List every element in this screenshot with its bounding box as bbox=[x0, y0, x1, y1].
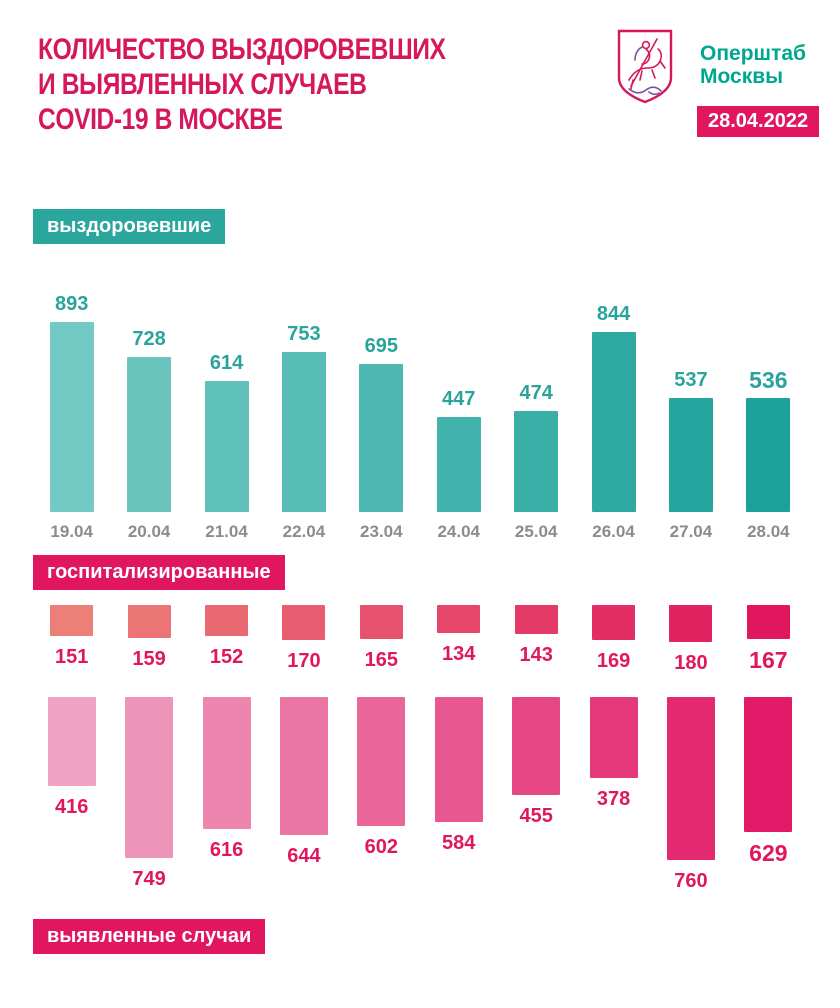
date-axis-column bbox=[343, 522, 420, 542]
detected-bar bbox=[435, 697, 483, 822]
value-label: 151 bbox=[55, 646, 89, 668]
date-tick-label: 24.04 bbox=[437, 522, 480, 541]
chart-column bbox=[343, 605, 420, 680]
detected-bar bbox=[203, 697, 251, 829]
value-label: 537 bbox=[674, 369, 708, 391]
value-label: 455 bbox=[519, 805, 553, 827]
chart-column bbox=[33, 697, 110, 897]
date-tick-label: 28.04 bbox=[747, 522, 790, 541]
value-label: 416 bbox=[55, 796, 89, 818]
hospitalized-bar bbox=[128, 605, 171, 638]
value-label: 134 bbox=[442, 643, 476, 665]
value-label: 447 bbox=[442, 388, 476, 410]
value-label: 753 bbox=[287, 323, 321, 345]
recovered-bar bbox=[592, 332, 636, 512]
detected-bar bbox=[125, 697, 173, 858]
chart-column bbox=[575, 697, 652, 897]
chart-column bbox=[420, 605, 497, 680]
value-label: 165 bbox=[364, 649, 399, 671]
recovered-bar bbox=[205, 381, 249, 512]
recovered-bar bbox=[746, 398, 790, 512]
recovered-bar-chart bbox=[33, 292, 807, 512]
value-label: 644 bbox=[287, 845, 321, 867]
recovered-bar bbox=[282, 352, 326, 512]
detected-bar bbox=[744, 697, 792, 832]
chart-column bbox=[110, 697, 187, 897]
date-tick-label: 26.04 bbox=[592, 522, 635, 541]
org-name bbox=[700, 42, 806, 88]
value-label: 602 bbox=[364, 836, 399, 858]
value-label: 728 bbox=[132, 328, 166, 350]
chart-column bbox=[497, 292, 574, 512]
recovered-bar bbox=[127, 357, 171, 512]
hospitalized-bar bbox=[50, 605, 93, 636]
value-label: 167 bbox=[749, 647, 788, 673]
org-name-line-1: Оперштаб bbox=[700, 42, 806, 65]
chart-column bbox=[575, 292, 652, 512]
chart-column bbox=[575, 605, 652, 680]
date-axis-column bbox=[188, 522, 265, 542]
date-tick-label: 20.04 bbox=[127, 522, 171, 541]
date-tick-label: 27.04 bbox=[669, 522, 713, 541]
title-line-2: И ВЫЯВЛЕННЫХ СЛУЧАЕВ bbox=[38, 68, 367, 101]
chart-column bbox=[188, 605, 265, 680]
chart-column bbox=[343, 292, 420, 512]
chart-column bbox=[110, 605, 187, 680]
detected-bar bbox=[280, 697, 328, 835]
chart-column bbox=[652, 605, 729, 680]
date-axis-column bbox=[497, 522, 574, 542]
chart-column bbox=[652, 292, 729, 512]
date-tick-label: 21.04 bbox=[205, 522, 248, 541]
chart-column bbox=[497, 697, 574, 897]
title-line-3: COVID-19 В МОСКВЕ bbox=[38, 103, 283, 136]
chart-column bbox=[188, 697, 265, 897]
value-label: 170 bbox=[287, 650, 321, 672]
value-label: 749 bbox=[132, 868, 166, 890]
hospitalized-bar bbox=[360, 605, 403, 639]
date-tick-label: 25.04 bbox=[514, 522, 558, 541]
chart-column bbox=[343, 697, 420, 897]
value-label: 143 bbox=[519, 644, 553, 666]
chart-column bbox=[730, 697, 807, 897]
date-axis bbox=[33, 522, 807, 542]
date-tick-label: 23.04 bbox=[360, 522, 403, 541]
value-label: 169 bbox=[596, 650, 631, 672]
date-axis-column bbox=[265, 522, 342, 542]
chart-column bbox=[110, 292, 187, 512]
value-label: 378 bbox=[596, 788, 631, 810]
detected-bar bbox=[357, 697, 405, 826]
value-label: 536 bbox=[749, 367, 788, 393]
value-label: 152 bbox=[209, 646, 244, 668]
chart-column bbox=[497, 605, 574, 680]
date-axis-column bbox=[420, 522, 497, 542]
chart-column bbox=[730, 292, 807, 512]
hospitalized-bar bbox=[592, 605, 635, 640]
chart-column bbox=[33, 292, 110, 512]
detected-bar bbox=[667, 697, 715, 860]
detected-bar bbox=[590, 697, 638, 778]
hospitalized-bar bbox=[437, 605, 480, 633]
value-label: 474 bbox=[519, 382, 553, 404]
chart-column bbox=[265, 605, 342, 680]
detected-bar-chart bbox=[33, 697, 807, 897]
chart-column bbox=[652, 697, 729, 897]
value-label: 180 bbox=[674, 652, 708, 674]
value-label: 629 bbox=[749, 840, 788, 866]
value-label: 893 bbox=[55, 293, 89, 315]
value-label: 616 bbox=[209, 839, 244, 861]
section-label-recovered: выздоровевшие bbox=[33, 209, 225, 244]
date-axis-column bbox=[730, 522, 807, 542]
section-label-detected: выявленные случаи bbox=[33, 919, 265, 954]
recovered-bar bbox=[669, 398, 713, 512]
hospitalized-bar bbox=[205, 605, 248, 636]
org-name-line-2: Москвы bbox=[700, 65, 784, 88]
date-tick-label: 22.04 bbox=[282, 522, 326, 541]
recovered-bar bbox=[514, 411, 558, 512]
value-label: 760 bbox=[674, 870, 708, 892]
title-line-1: КОЛИЧЕСТВО ВЫЗДОРОВЕВШИХ bbox=[38, 33, 446, 66]
value-label: 584 bbox=[442, 832, 476, 854]
recovered-bar bbox=[359, 364, 403, 512]
recovered-bar bbox=[50, 322, 94, 512]
moscow-coat-of-arms-logo bbox=[616, 28, 674, 106]
value-label: 844 bbox=[596, 303, 631, 325]
hospitalized-bar bbox=[747, 605, 790, 639]
chart-column bbox=[730, 605, 807, 680]
date-tick-label: 19.04 bbox=[50, 522, 93, 541]
hospitalized-bar-chart bbox=[33, 605, 807, 680]
date-axis-column bbox=[652, 522, 729, 542]
date-axis-column bbox=[33, 522, 110, 542]
date-axis-column bbox=[110, 522, 187, 542]
chart-column bbox=[420, 697, 497, 897]
hospitalized-bar bbox=[515, 605, 558, 634]
chart-column bbox=[188, 292, 265, 512]
date-axis-column bbox=[575, 522, 652, 542]
hospitalized-bar bbox=[669, 605, 712, 642]
value-label: 614 bbox=[209, 352, 244, 374]
detected-bar bbox=[48, 697, 96, 786]
hospitalized-bar bbox=[282, 605, 325, 640]
page-title bbox=[38, 32, 446, 137]
value-label: 159 bbox=[132, 648, 166, 670]
chart-column bbox=[33, 605, 110, 680]
date-badge: 28.04.2022 bbox=[697, 106, 819, 137]
section-label-hospitalized: госпитализированные bbox=[33, 555, 285, 590]
recovered-bar bbox=[437, 417, 481, 512]
chart-column bbox=[420, 292, 497, 512]
chart-column bbox=[265, 697, 342, 897]
value-label: 695 bbox=[364, 335, 399, 357]
chart-column bbox=[265, 292, 342, 512]
detected-bar bbox=[512, 697, 560, 795]
